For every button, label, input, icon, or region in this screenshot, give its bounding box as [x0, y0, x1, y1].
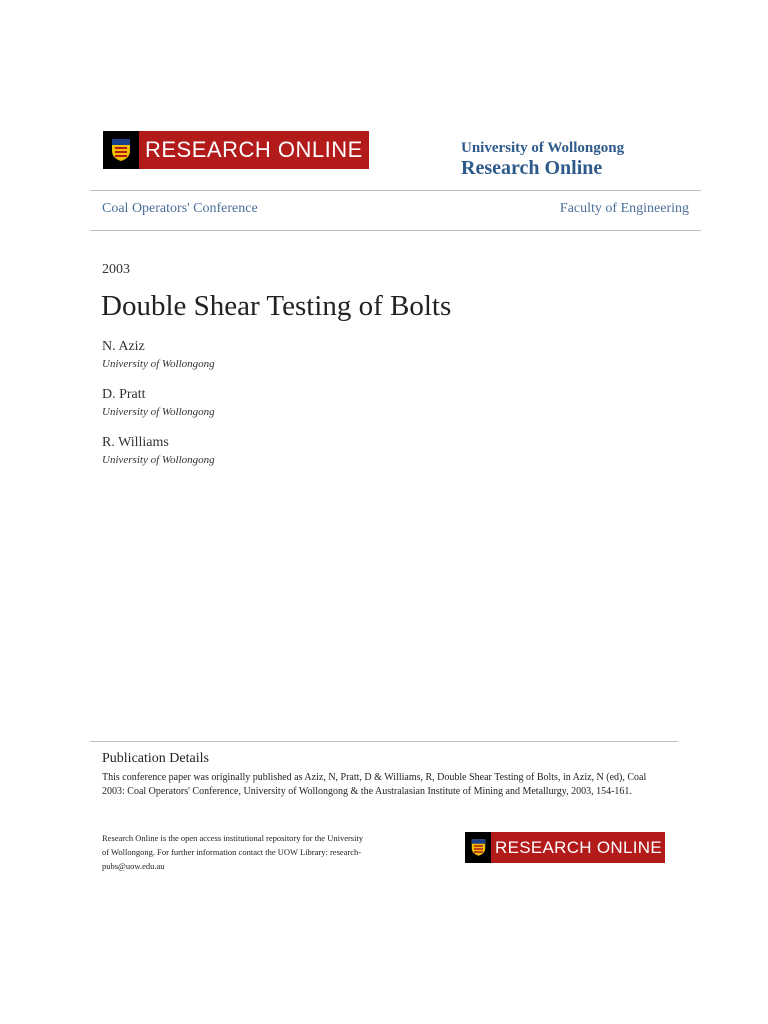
publication-details-text: This conference paper was originally published as Aziz, N, Pratt, D & Williams, R, Double Shear Testing of Bolts, in Aziz, N (ed), Coal 2003: Coal Operators' Conference, University of Wollongong & the Australasian Institute of Mining and Metallurgy, 2003, 154-161. [102, 772, 647, 797]
logo-text: RESEARCH ONLINE [145, 137, 363, 162]
author-name[interactable]: R. Williams [102, 435, 169, 450]
author-name[interactable]: D. Pratt [102, 387, 146, 402]
author-name[interactable]: N. Aziz [102, 339, 145, 354]
footer-research-online-logo[interactable] [465, 832, 665, 863]
publication-year: 2003 [102, 262, 130, 277]
publication-divider [90, 741, 678, 742]
repository-name[interactable]: Research Online [461, 157, 603, 179]
uow-crest-icon [465, 832, 491, 863]
footer-logo-text: RESEARCH ONLINE [495, 837, 662, 857]
conference-link[interactable]: Coal Operators' Conference [102, 201, 258, 216]
nav-divider [90, 230, 701, 231]
publication-details-heading: Publication Details [102, 751, 209, 766]
university-name[interactable]: University of Wollongong [461, 140, 625, 156]
author-affiliation: University of Wollongong [102, 358, 215, 370]
author-affiliation: University of Wollongong [102, 406, 215, 418]
faculty-link[interactable]: Faculty of Engineering [559, 201, 689, 216]
paper-title: Double Shear Testing of Bolts [101, 290, 452, 322]
author-affiliation: University of Wollongong [102, 454, 215, 466]
repository-note: Research Online is the open access institutional repository for the University of Wollongong. For further information contact the UOW Library: research-pubs@uow.edu.au [102, 833, 364, 871]
uow-crest-icon [103, 131, 139, 169]
research-online-logo[interactable] [103, 131, 369, 169]
header-divider [90, 190, 701, 191]
